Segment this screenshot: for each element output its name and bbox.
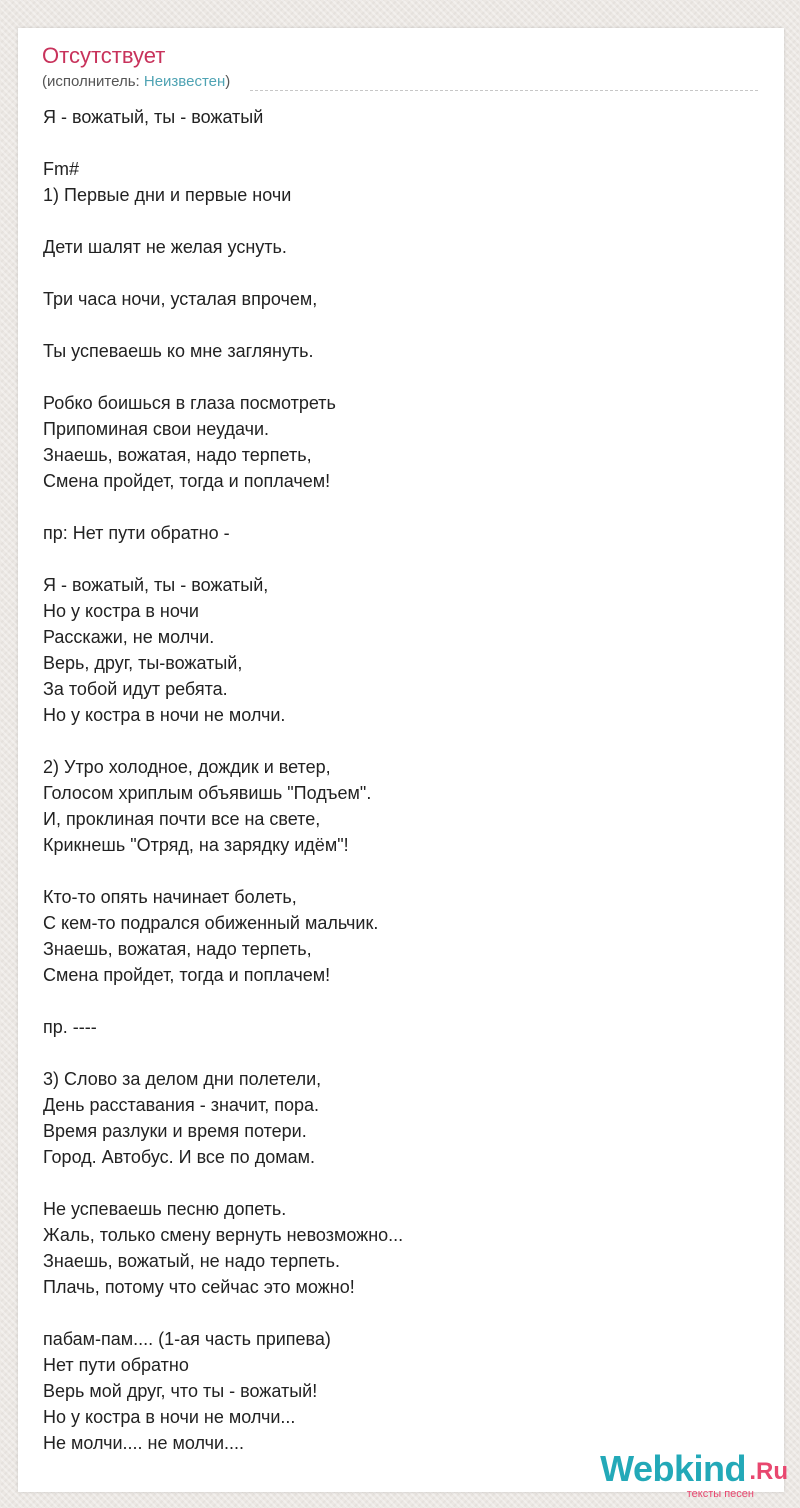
lyric-line: И, проклиная почти все на свете, [43, 809, 321, 829]
lyric-blank-line [43, 1040, 763, 1066]
site-logo[interactable] [598, 1448, 788, 1502]
lyric-blank-line [43, 260, 763, 286]
lyric-line: Время разлуки и время потери. [43, 1121, 307, 1141]
lyric-line: За тобой идут ребята. [43, 679, 228, 699]
lyric-line: Ты успеваешь ко мне заглянуть. [43, 341, 314, 361]
lyrics-text [43, 104, 763, 1456]
lyric-line: Робко боишься в глаза посмотреть [43, 393, 336, 413]
lyric-line: Но у костра в ночи не молчи... [43, 1407, 296, 1427]
lyric-line: пр: Нет пути обратно - [43, 523, 230, 543]
lyric-line: 3) Слово за делом дни полетели, [43, 1069, 322, 1089]
lyrics-card [18, 28, 784, 1492]
lyric-line: Смена пройдет, тогда и поплачем! [43, 965, 331, 985]
lyric-line: Нет пути обратно [43, 1355, 189, 1375]
lyric-blank-line [43, 312, 763, 338]
lyric-line: Дети шалят не желая уснуть. [43, 237, 287, 257]
artist-line [42, 72, 230, 92]
lyric-blank-line [43, 728, 763, 754]
artist-link[interactable]: Неизвестен [143, 73, 226, 90]
lyric-line: Верь, друг, ты-вожатый, [43, 653, 243, 673]
lyric-line: Но у костра в ночи [43, 601, 199, 621]
lyric-line: Голосом хриплым объявишь "Подъем". [43, 783, 372, 803]
lyric-line: Знаешь, вожатая, надо терпеть, [43, 939, 312, 959]
lyric-line: Плачь, потому что сейчас это можно! [43, 1277, 355, 1297]
lyric-line: 1) Первые дни и первые ночи [43, 185, 292, 205]
lyric-line: Три часа ночи, усталая впрочем, [43, 289, 318, 309]
lyric-line: Крикнешь "Отряд, на зарядку идём"! [43, 835, 349, 855]
song-title: Отсутствует [42, 43, 166, 68]
lyric-line: Fm# [43, 159, 79, 179]
lyric-line: 2) Утро холодное, дождик и ветер, [43, 757, 331, 777]
lyric-line: Верь мой друг, что ты - вожатый! [43, 1381, 318, 1401]
lyric-blank-line [43, 858, 763, 884]
lyric-blank-line [43, 208, 763, 234]
logo-tagline: тексты песен [686, 1488, 754, 1500]
lyric-line: Знаешь, вожатая, надо терпеть, [43, 445, 312, 465]
lyric-line: пабам-пам.... (1-ая часть припева) [43, 1329, 331, 1349]
lyric-line: День расставания - значит, пора. [43, 1095, 319, 1115]
lyric-line: Я - вожатый, ты - вожатый [43, 107, 264, 127]
lyric-line: Город. Автобус. И все по домам. [43, 1147, 315, 1167]
lyric-blank-line [43, 1170, 763, 1196]
lyric-blank-line [43, 130, 763, 156]
header-divider [250, 90, 758, 91]
lyric-line: пр. ---- [43, 1017, 97, 1037]
artist-suffix: ) [225, 73, 231, 90]
logo-wordmark: Webkind [600, 1448, 746, 1489]
lyric-line: Расскажи, не молчи. [43, 627, 215, 647]
lyric-line: С кем-то подрался обиженный мальчик. [43, 913, 379, 933]
lyric-blank-line [43, 364, 763, 390]
lyric-line: Смена пройдет, тогда и поплачем! [43, 471, 331, 491]
lyric-line: Я - вожатый, ты - вожатый, [43, 575, 269, 595]
lyric-blank-line [43, 494, 763, 520]
lyric-blank-line [43, 1300, 763, 1326]
lyric-line: Припоминая свои неудачи. [43, 419, 270, 439]
lyric-blank-line [43, 988, 763, 1014]
lyric-line: Знаешь, вожатый, не надо терпеть. [43, 1251, 340, 1271]
lyric-line: Не успеваешь песню допеть. [43, 1199, 287, 1219]
artist-prefix: (исполнитель: [42, 73, 144, 90]
lyric-line: Кто-то опять начинает болеть, [43, 887, 297, 907]
lyric-line: Жаль, только смену вернуть невозможно... [43, 1225, 404, 1245]
logo-domain: .Ru [749, 1458, 788, 1485]
lyric-line: Но у костра в ночи не молчи. [43, 705, 286, 725]
lyric-line: Не молчи.... не молчи.... [43, 1433, 245, 1453]
lyric-blank-line [43, 546, 763, 572]
